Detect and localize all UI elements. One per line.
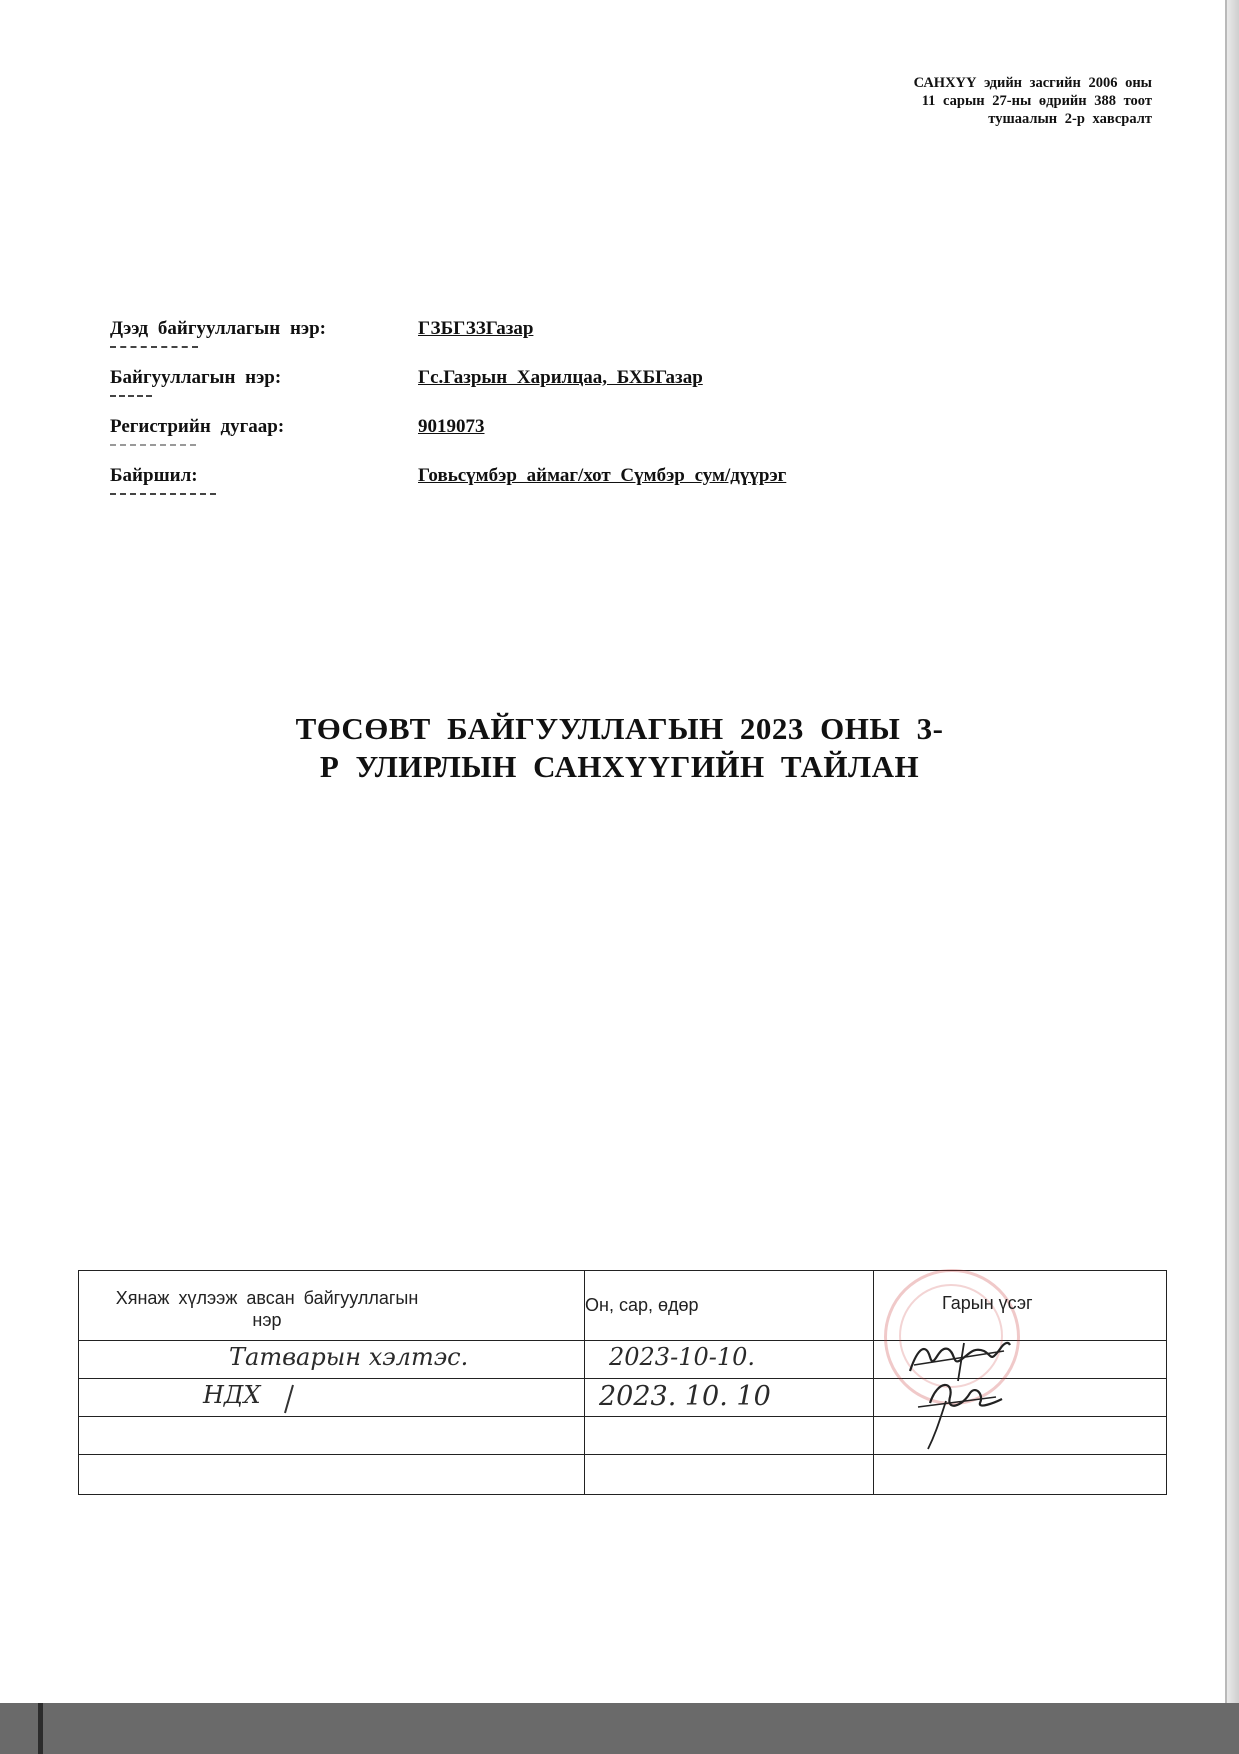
parent-org-row [110,318,1010,367]
registration-value: 9019073 [418,416,485,437]
row2-date-handwriting: 2023. 10. 10 [599,1381,771,1412]
header-signature-label: Гарын үсэг [942,1293,1033,1313]
header-date: Он, сар, өдөр [585,1271,874,1341]
scanner-bottom-strip [0,1703,1239,1754]
dashed-underline [110,444,196,448]
table-header-row [79,1271,1167,1341]
header-signature [874,1271,1167,1341]
registration-label: Регистрийн дугаар: [110,416,285,437]
org-row [110,367,1010,416]
row4-org [79,1455,585,1495]
regulation-line-1: САНХҮҮ эдийн засгийн 2006 оны [913,75,1152,91]
dashed-underline [110,493,216,497]
regulation-reference [914,74,1152,128]
parent-org-value: ГЗБГЗЗГазар [418,318,534,339]
registration-row [110,416,1010,465]
row4-signature [874,1455,1167,1495]
location-label: Байршил: [110,465,198,486]
regulation-line-2: 11 сарын 27-ны өдрийн 388 тоот [921,93,1152,109]
page-edge [1227,0,1239,1754]
table-row [79,1379,1167,1417]
row2-org-handwriting: НДХ [203,1381,261,1409]
organization-info [110,318,1010,514]
row2-signature [874,1379,1167,1417]
row1-org-handwriting: Татварын хэлтэс. [229,1343,469,1371]
approval-table [78,1270,1167,1495]
header-org-line-1: Хянаж хүлээж авсан байгууллагын [115,1287,419,1308]
row3-date [585,1417,874,1455]
org-label: Байгууллагын нэр: [110,367,282,388]
dashed-underline [110,346,198,350]
row3-org [79,1417,585,1455]
org-value: Гс.Газрын Харилцаа, БХБГазар [418,367,703,388]
report-title [0,710,1239,786]
location-row [110,465,1010,514]
table-row [79,1455,1167,1495]
row2-org [79,1379,585,1417]
row4-date [585,1455,874,1495]
row1-date [585,1341,874,1379]
row3-signature [874,1417,1167,1455]
handwritten-stroke [279,1383,299,1415]
report-title-line-1: ТӨСӨВТ БАЙГУУЛЛАГЫН 2023 ОНЫ 3- [295,711,944,746]
regulation-line-3: тушаалын 2-р хавсралт [988,111,1152,127]
table-row [79,1417,1167,1455]
scanner-bottom-mark [38,1703,43,1754]
report-title-line-2: Р УЛИРЛЫН САНХҮҮГИЙН ТАЙЛАН [319,749,920,784]
row1-org [79,1341,585,1379]
row1-date-handwriting: 2023-10-10. [609,1343,756,1371]
parent-org-label: Дээд байгууллагын нэр: [110,318,327,339]
row2-date [585,1379,874,1417]
location-value: Говьсүмбэр аймаг/хот Сүмбэр сум/дүүрэг [418,465,787,486]
header-org-line-2: нэр [252,1309,282,1330]
header-org [79,1271,585,1341]
dashed-underline [110,395,152,399]
